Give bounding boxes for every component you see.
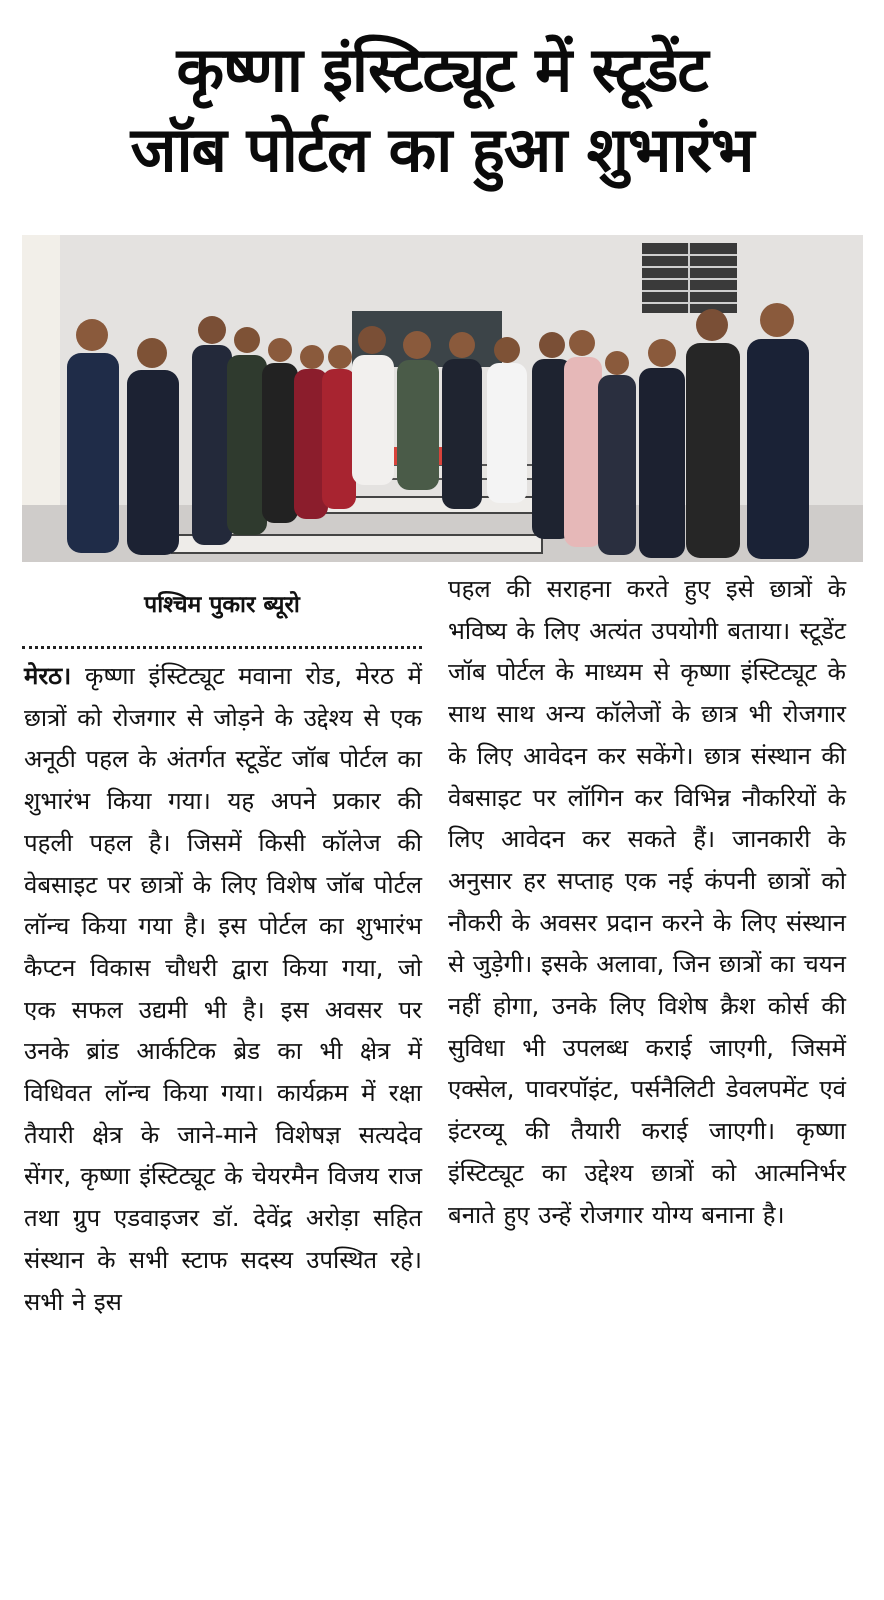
article-text-left: कृष्णा इंस्टिट्यूट मवाना रोड, मेरठ में छात्रों को रोजगार से जोड़ने के उद्देश्य से एक अनूठी पहल के अंतर्गत स्टूडेंट जॉब पोर्टल का शुभारंभ किया गया। यह अपने प्रकार की पहली पहल है। जिसमें किसी कॉलेज की वेबसाइट पर छात्रों के लिए विशेष जॉब पोर्टल लॉन्च किया गया है। इस पोर्टल का शुभारंभ कैप्टन विकास चौधरी द्वारा किया गया, जो एक सफल उद्यमी भी है। इस अवसर पर उनके ब्रांड आर्कटिक ब्रेड का भी क्षेत्र में विधिवत लॉन्च किया गया। कार्यक्रम में रक्षा तैयारी क्षेत्र के जाने-माने विशेषज्ञ सत्यदेव सेंगर, कृष्णा इंस्टिट्यूट के चेयरमैन विजय राज तथा ग्रुप एडवाइजर डॉ. देवेंद्र अरोड़ा सहित संस्थान के सभी स्टाफ सदस्य उपस्थित रहे। सभी ने इस	[24, 662, 422, 1316]
headline-line-2: जॉब पोर्टल का हुआ शुभारंभ	[130, 113, 754, 186]
headline	[18, 30, 866, 190]
group-photo-icon	[22, 235, 863, 562]
dateline: मेरठ।	[24, 662, 72, 690]
byline: पश्चिम पुकार ब्यूरो	[144, 592, 300, 618]
article-text-right: पहल की सराहना करते हुए इसे छात्रों के भविष्य के लिए अत्यंत उपयोगी बताया। स्टूडेंट जॉब पोर्टल के माध्यम से कृष्णा इंस्टिट्यूट के साथ साथ अन्य कॉलेजों के छात्र भी रोजगार के लिए आवेदन कर सकेंगे। छात्र संस्थान की वेबसाइट पर लॉगिन कर विभिन्न नौकरियों के लिए आवेदन कर सकते हैं। जानकारी के अनुसार हर सप्ताह एक नई कंपनी छात्रों को नौकरी के अवसर प्रदान करने के लिए संस्थान से जुड़ेगी। इसके अलावा, जिन छात्रों का चयन नहीं होगा, उनके लिए विशेष क्रैश कोर्स की सुविधा भी उपलब्ध कराई जाएगी, जिसमें एक्सेल, पावरपॉइंट, पर्सनैलिटी डेवलपमेंट एवं इंटरव्यू की तैयारी कराई जाएगी। कृष्णा इंस्टिट्यूट का उद्देश्य छात्रों को आत्मनिर्भर बनाते हुए उन्हें रोजगार योग्य बनाना है।	[448, 575, 846, 1229]
headline-line-1: कृष्णा इंस्टिट्यूट में स्टूडेंट	[176, 33, 708, 106]
group-photo	[22, 235, 863, 562]
article-column-right	[448, 569, 846, 1236]
article-column-left	[24, 656, 422, 1323]
dotted-divider	[22, 646, 422, 649]
